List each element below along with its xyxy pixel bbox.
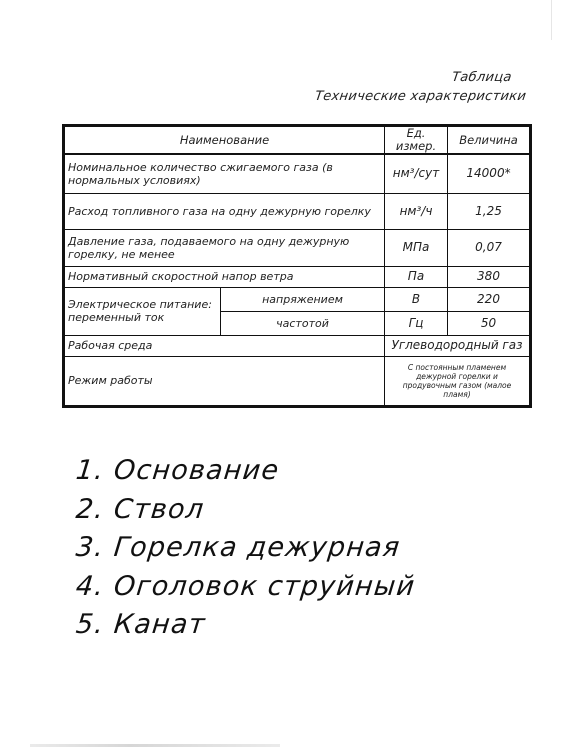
medium-value: Углеводородный газ: [385, 335, 531, 356]
row-value: 380: [448, 266, 531, 287]
header-value: Величина: [448, 126, 531, 155]
row-unit: нм³/ч: [385, 193, 448, 229]
sheet-edge-line: [551, 0, 552, 40]
parts-list: [76, 452, 415, 645]
list-item: 3. Горелка дежурная: [74, 532, 403, 563]
frequency-name: частотой: [221, 311, 385, 335]
row-unit: Па: [385, 266, 448, 287]
table-row: [64, 154, 531, 193]
medium-name: Рабочая среда: [64, 335, 385, 356]
table-row: [64, 266, 531, 287]
table-row-medium: [64, 335, 531, 356]
frequency-unit: Гц: [385, 311, 448, 335]
table-caption-label: Таблица: [451, 70, 514, 85]
list-item: 4. Оголовок струйный: [74, 570, 417, 602]
table-row-mode: [64, 356, 531, 406]
table-row-power-voltage: [64, 287, 531, 311]
power-label: Электрическое питание: переменный ток: [64, 287, 221, 335]
row-value: 14000*: [448, 154, 531, 193]
bottom-scan-artifact: [30, 744, 280, 747]
row-name: Нормативный скоростной напор ветра: [64, 266, 385, 287]
row-name: Давление газа, подаваемого на одну дежурную горелку, не менее: [64, 229, 385, 266]
row-unit: нм³/сут: [385, 154, 448, 193]
table-row: [64, 193, 531, 229]
table-header-row: [64, 126, 531, 155]
mode-value: С постоянным пламенем дежурной горелки и продувочным газом (малое пламя): [385, 356, 531, 406]
table-caption-title: Технические характеристики: [313, 89, 528, 104]
list-item: 2. Ствол: [74, 493, 206, 525]
voltage-unit: В: [385, 287, 448, 311]
specifications-table: [62, 124, 532, 408]
header-name: Наименование: [64, 126, 385, 155]
header-unit: Ед. измер.: [385, 126, 448, 155]
table-row: [64, 229, 531, 266]
mode-name: Режим работы: [64, 356, 385, 406]
voltage-value: 220: [448, 287, 531, 311]
row-name: Номинальное количество сжигаемого газа (в нормальных условиях): [64, 154, 385, 193]
list-item: 1. Основание: [74, 455, 282, 486]
row-value: 1,25: [448, 193, 531, 229]
voltage-name: напряжением: [221, 287, 385, 311]
row-value: 0,07: [448, 229, 531, 266]
row-name: Расход топливного газа на одну дежурную горелку: [64, 193, 385, 229]
frequency-value: 50: [448, 311, 531, 335]
row-unit: МПа: [385, 229, 448, 266]
list-item: 5. Канат: [74, 609, 208, 640]
